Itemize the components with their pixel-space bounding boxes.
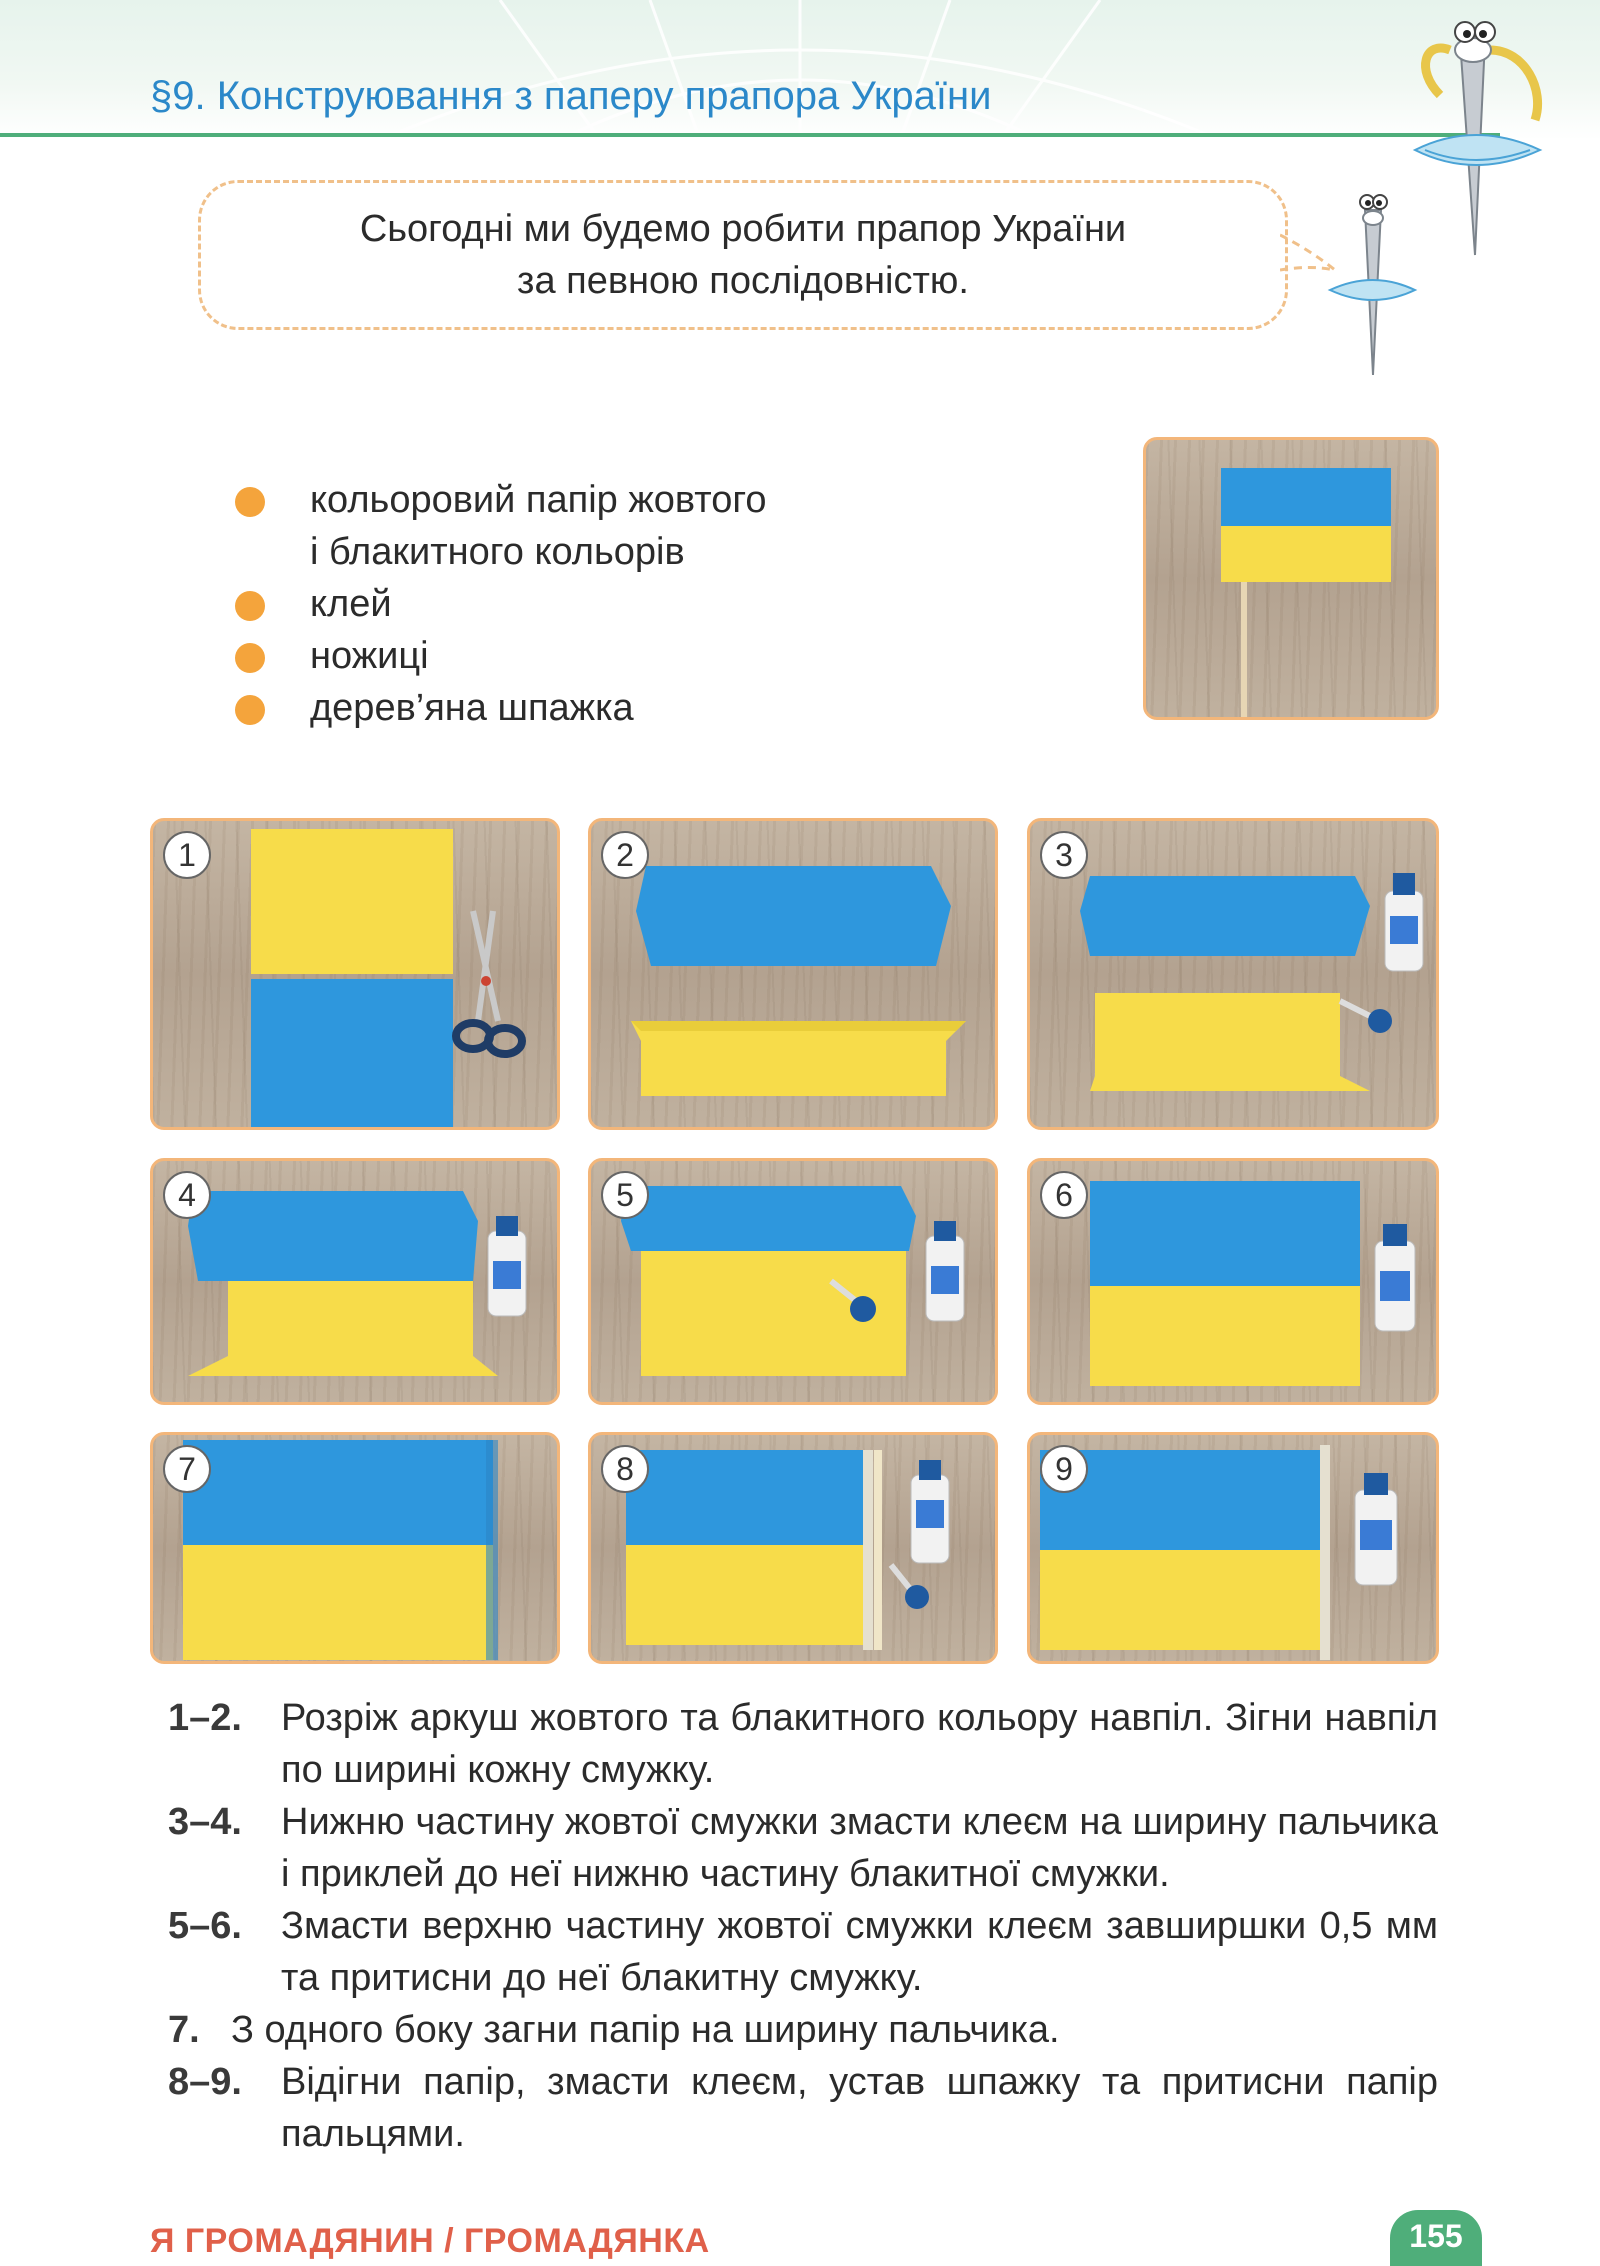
bullet-icon xyxy=(235,487,265,517)
bullet-icon xyxy=(235,591,265,621)
glue-bottle-icon xyxy=(926,1221,964,1321)
instruction-number: 5–6. xyxy=(168,1905,242,1947)
glue-brush-icon xyxy=(891,1565,929,1609)
material-item-continuation: і блакитного кольорів xyxy=(310,531,685,573)
instruction-text: Змасти верхню частину жовтої смужки клеєм завширшки 0,5 мм та притисни до неї блакитну смужку. xyxy=(281,1905,1438,1999)
glue-bottle-icon xyxy=(488,1216,526,1316)
step-number-badge: 3 xyxy=(1040,831,1088,879)
step-photo-2 xyxy=(588,818,998,1130)
instruction-number: 8–9. xyxy=(168,2061,242,2103)
instruction-number: 7. xyxy=(168,2009,200,2051)
small-needle-mascot-icon xyxy=(1325,190,1420,380)
instruction-text: Відігни папір, змасти клеєм, устав шпажку та притисни папір пальцями. xyxy=(281,2061,1438,2155)
instructions-list xyxy=(168,1692,1438,2160)
step-photo-1 xyxy=(150,818,560,1130)
material-item: дерев’яна шпажка xyxy=(235,682,767,734)
step-photo-6 xyxy=(1027,1158,1439,1405)
bullet-icon xyxy=(235,643,265,673)
step-number-badge: 9 xyxy=(1040,1445,1088,1493)
scissors-icon xyxy=(456,911,522,1054)
step-photo-8 xyxy=(588,1432,998,1664)
material-item: ножиці xyxy=(235,630,767,682)
glue-bottle-icon xyxy=(911,1460,949,1563)
header-background xyxy=(0,0,1600,140)
glue-bottle-icon xyxy=(1355,1473,1397,1585)
material-item: кольоровий папір жовтого xyxy=(235,474,767,526)
header-divider xyxy=(0,133,1500,137)
step-number-badge: 7 xyxy=(163,1445,211,1493)
step-number-badge: 4 xyxy=(163,1171,211,1219)
step-number-badge: 1 xyxy=(163,831,211,879)
glue-bottle-icon xyxy=(1375,1224,1415,1331)
step-number-badge: 8 xyxy=(601,1445,649,1493)
step-number-badge: 5 xyxy=(601,1171,649,1219)
instruction-item xyxy=(168,1796,1438,1900)
instruction-number: 1–2. xyxy=(168,1697,242,1739)
materials-list xyxy=(235,474,767,734)
step-number-badge: 2 xyxy=(601,831,649,879)
instruction-item xyxy=(168,1900,1438,2004)
instruction-text: Розріж аркуш жовтого та блакитного кольору навпіл. Зігни навпіл по ширині кожну смужку. xyxy=(281,1697,1438,1791)
footer-section-label: Я ГРОМАДЯНИН / ГРОМАДЯНКА xyxy=(150,2222,710,2260)
instruction-item xyxy=(168,2056,1438,2160)
instruction-number: 3–4. xyxy=(168,1801,242,1843)
instruction-text: Нижню частину жовтої смужки змасти клеєм на ширину пальчика і приклей до неї нижню частину блакитної смужки. xyxy=(281,1801,1438,1895)
step-photo-7 xyxy=(150,1432,560,1664)
step-photo-3 xyxy=(1027,818,1439,1130)
instruction-text: З одного боку загни папір на ширину пальчика. xyxy=(231,2009,1060,2051)
step-photo-5 xyxy=(588,1158,998,1405)
glue-bottle-icon xyxy=(1385,873,1423,971)
finished-flag-photo xyxy=(1143,437,1439,720)
speech-line-1: Сьогодні ми будемо робити прапор України xyxy=(359,208,1127,250)
step-photo-4 xyxy=(150,1158,560,1405)
glue-brush-icon xyxy=(1340,1001,1392,1033)
header-arc-decoration xyxy=(0,0,1600,140)
bullet-icon xyxy=(235,695,265,725)
step-number-badge: 6 xyxy=(1040,1171,1088,1219)
chapter-title: §9. Конструювання з паперу прапора України xyxy=(150,74,992,118)
instruction-item xyxy=(168,1692,1438,1796)
speech-bubble xyxy=(198,180,1288,330)
speech-line-2: за певною послідовністю. xyxy=(517,260,969,302)
instruction-item xyxy=(168,2004,1438,2056)
material-item: клей xyxy=(235,578,767,630)
page-number-badge: 155 xyxy=(1390,2210,1482,2266)
finished-flag-illustration xyxy=(1146,440,1439,720)
step-photo-9 xyxy=(1027,1432,1439,1664)
